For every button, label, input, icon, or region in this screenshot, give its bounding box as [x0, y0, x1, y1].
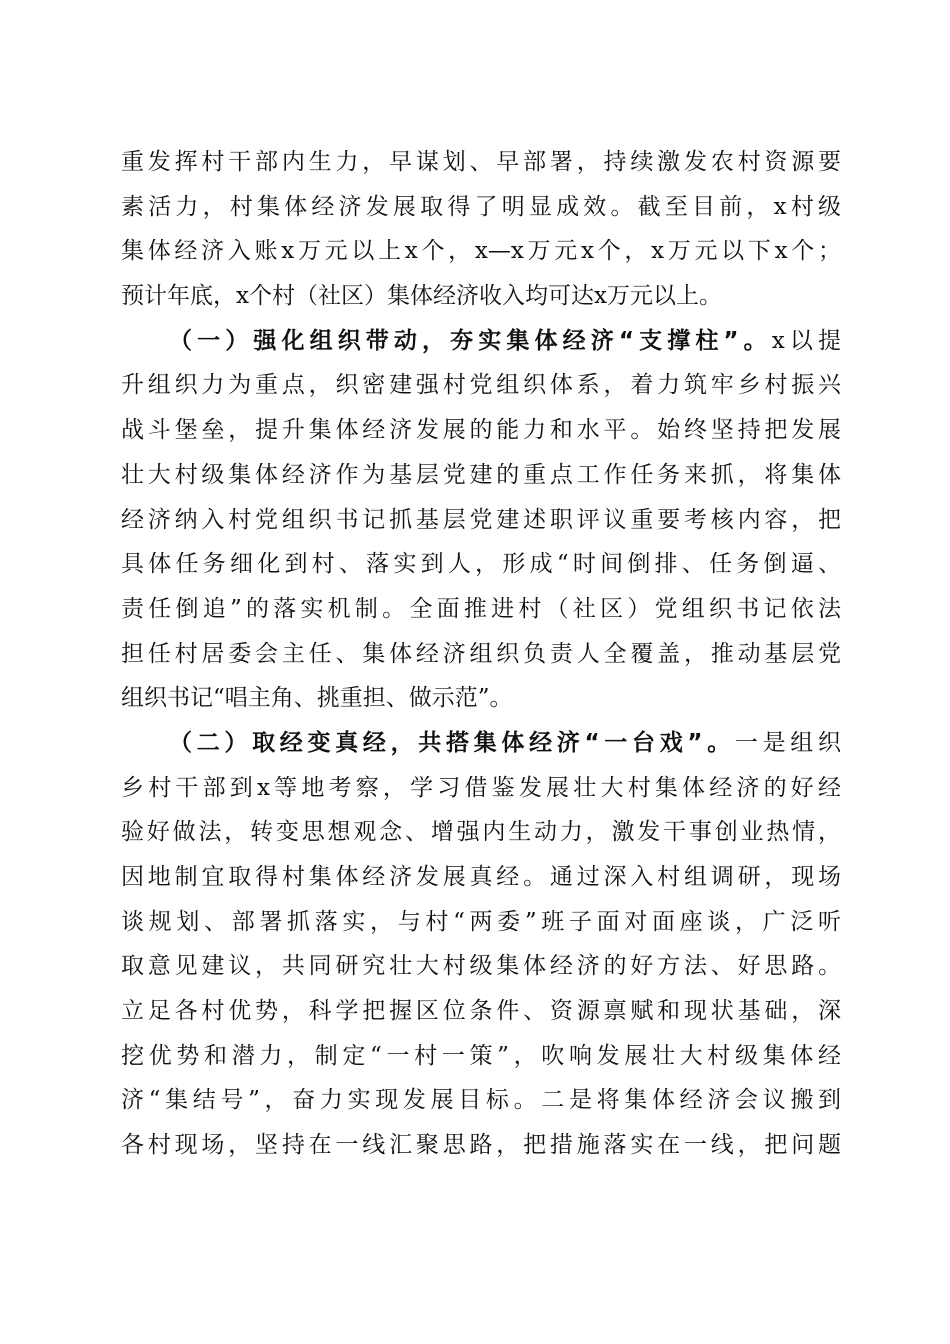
- text-line: 升组织力为重点，织密建强村党组织体系，着力筑牢乡村振兴: [121, 372, 841, 399]
- section-2-heading: （二）取经变真经，共搭集体经济“一台戏”。: [169, 729, 735, 756]
- intro-paragraph: [121, 140, 841, 319]
- text-line: 组织书记“唱主角、挑重担、做示范”。: [121, 685, 513, 712]
- text-line: 谈规划、部署抓落实，与村“两委”班子面对面座谈，广泛听: [121, 908, 841, 935]
- text-line: 各村现场，坚持在一线汇聚思路，把措施落实在一线，把问题: [121, 1132, 841, 1159]
- text-line: 挖优势和潜力，制定“一村一策”，吹响发展壮大村级集体经: [121, 1042, 841, 1069]
- text-line: 集体经济入账x万元以上x个，x—x万元x个，x万元以下x个；: [121, 238, 841, 265]
- document-body: [121, 140, 841, 1168]
- section-1-paragraph: [121, 319, 841, 721]
- text-line: 因地制宜取得村集体经济发展真经。通过深入村组调研，现场: [121, 864, 841, 890]
- text-line: 具体任务细化到村、落实到人，形成“时间倒排、任务倒逼、: [121, 551, 841, 578]
- text-line: 素活力，村集体经济发展取得了明显成效。截至目前，x村级: [121, 193, 841, 220]
- text-line: 验好做法，转变思想观念、增强内生动力，激发干事创业热情，: [121, 819, 841, 846]
- text-line: 济“集结号”，奋力实现发展目标。二是将集体经济会议搬到: [121, 1087, 841, 1114]
- section-2-paragraph: [121, 721, 841, 1168]
- text-line: 立足各村优势，科学把握区位条件、资源禀赋和现状基础，深: [121, 998, 841, 1025]
- text-line: 预计年底，x个村（社区）集体经济收入均可达x万元以上。: [121, 283, 722, 310]
- text-fragment: x以提: [771, 327, 842, 354]
- text-line: 壮大村级集体经济作为基层党建的重点工作任务来抓，将集体: [121, 461, 841, 488]
- text-line: 经济纳入村党组织书记抓基层党建述职评议重要考核内容，把: [121, 506, 841, 533]
- section-1-first-line: [121, 319, 841, 364]
- text-line: 乡村干部到x等地考察，学习借鉴发展壮大村集体经济的好经: [121, 774, 841, 801]
- text-line: 战斗堡垒，提升集体经济发展的能力和水平。始终坚持把发展: [121, 417, 841, 444]
- section-2-first-line: [121, 721, 841, 766]
- text-line: 担任村居委会主任、集体经济组织负责人全覆盖，推动基层党: [121, 640, 841, 667]
- section-1-heading: （一）强化组织带动，夯实集体经济“支撑柱”。: [169, 327, 772, 354]
- text-fragment: 一是组织: [734, 729, 842, 756]
- text-line: 取意见建议，共同研究壮大村级集体经济的好方法、好思路。: [121, 953, 841, 980]
- text-line: 责任倒追”的落实机制。全面推进村（社区）党组织书记依法: [121, 595, 841, 622]
- text-line: 重发挥村干部内生力，早谋划、早部署，持续激发农村资源要: [121, 149, 841, 175]
